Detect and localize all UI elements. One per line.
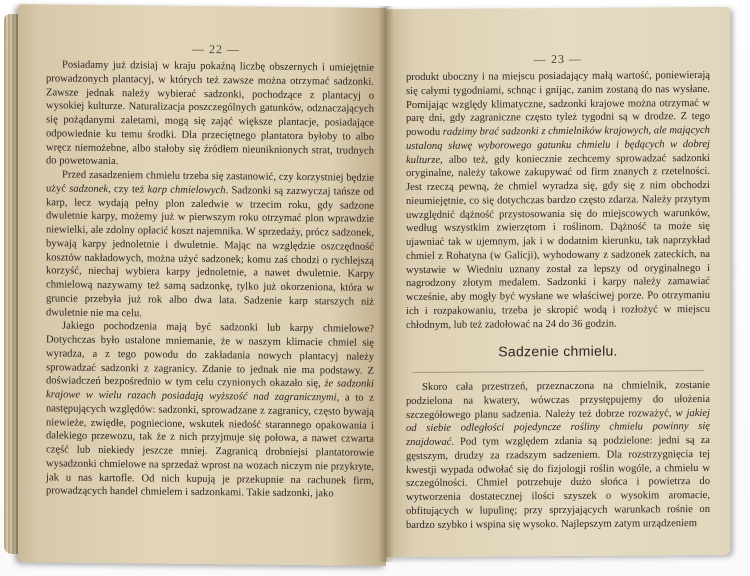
right-page [386, 7, 730, 557]
emphasis: że sadzonki krajowe w wielu razach posiadają wyższość nad zagranicznymi [46, 378, 374, 404]
paragraph: Przed zasadzeniem chmielu trzeba się zastanowić, czy korzystniej będzie użyć sadzonek, czy też karp chmielowych. Sadzonki są zazwyczaj tańsze od karp, lecz wydają pełny plon zaledwie w trzecim roku, gdy sadzone dwuletnie karpy, możemy już w pierwszym roku otrzymać plon wprawdzie niewielki, ale zdolny opłacić koszt najemnika. W sprzedaży, prócz sadzonek, bywają karpy jednoletnie i dwuletnie. Mając na względzie oszczędność kosztów nakładowych, można użyć sadzonek; komu zaś chodzi o rychlejszą korzyść, niechaj wybiera karpy jednoletnie, a nawet dwuletnie. Karpy chmielową nazywamy też samą sadzonkę, tylko już okorzeniona, która w gruncie przebyła już rok albo dwa lata. Sadzenie karp starszych niż dwuletnie nie ma celu. [46, 169, 374, 319]
emphasis: w jakiej od siebie odległości pojedyncze rośliny chmielu powinny się znajdować [406, 407, 710, 449]
paragraph: Skoro cała przestrzeń, przeznaczona na chmielnik, zostanie podzielona na kwatery, wówczas przystępujemy do ułożenia szczegółowego planu sadzenia. Należy też dobrze rozważyć, w jakiej od siebie odległości pojedyncze rośliny chmielu powinny się znajdować. Pod tym względem zdania są podzielone: jedni są za gęstszym, drudzy za rzadszym sadzeniem. Dla rozstrzygnięcia tej kwestji wypada odwołać się do fizjologji roślin wogóle, a chmielu w szczególności. Chmiel potrzebuje dużo słońca i powietrza do wytworzenia dostatecznej ilości szyszek o wysokim aromacie, obfitujących w lupulinę; przy sprzyjających warunkach rośnie on bardzo szybko i wspina się wysoko. Najlepszym zatym urządzeniem [406, 379, 710, 531]
paragraph: Jakiego pochodzenia mają być sadzonki lub karpy chmielowe? Dotychczas było ustalone mniemanie, że w naszym klimacie chmiel się wyradza, a z tego powodu do zakładania nowych plantacyj należy sprowadzać sadzonki z zagranicy. Zdanie to jednak nie ma podstawy. Z doświadczeń bezpośrednio w tym celu czynionych okazało się, że sadzonki krajowe w wielu razach posiadają wyższość nad zagranicznymi, a to z następujących względów: sadzonki, sprowadzane z zagranicy, często bywają niewieże, zwiędłe, pogniecione, wskutek niedość starannego opakowania i dalekiego przewozu, tak że z nich przyjmuje się połowa, a nawet czwarta część lub niekiedy jeszcze mniej. Zagranicą drobniejsi plantatorowie wysadzonki chmielowe na sprzedaż wprost na wozach niczym nie przykryte, jak u nas kartofle. Od nich kupują je przekupnie na rachunek firm, prowadzących handel chmielem i sadzonkami. Takie sadzonki, jako [46, 320, 374, 500]
left-page-text [46, 58, 374, 501]
left-page [18, 4, 386, 566]
book-gutter [378, 6, 394, 562]
emphasis: karp chmielowych [147, 184, 226, 196]
emphasis: radzimy brać sadzonki z chmielników krajowych, ale mających ustaloną sławę wyborowego gatunku chmielu i będących w dobrej kulturze [406, 124, 710, 166]
heading-divider [412, 370, 704, 373]
right-page-text [406, 69, 710, 532]
paragraph: Posiadamy już dzisiaj w kraju pokaźną liczbę obszernych i umiejętnie prowadzonych plantacyj, w których też zawsze można otrzymać sadzonki. Zawsze jednak należy wybierać sadzonki, pochodzące z plantacyj o wysokiej kulturze. Naturalizacja poszczególnych gatunków, odznaczających się pożądanymi zaletami, mogą się zająć większe plantacje, posiadające odpowiednie ku temu środki. Dla przeciętnego plantatora byłoby to albo wręcz niemożebne, albo stałoby się źródłem nieuniknionych strat, trudnych do powetowania. [46, 59, 374, 168]
emphasis: sadzonek [69, 183, 109, 195]
right-page-number: — 23 — [534, 51, 582, 67]
section-heading: Sadzenie chmielu. [498, 342, 618, 360]
paragraph: produkt uboczny i na miejscu posiadający małą wartość, poniewierają się całymi tygodniami, schnąc i gnijąc, zanim zostaną do nas wysłane. Pomijając względy klimatyczne, sadzonki krajowe można otrzymać w parę dni, gdy zagraniczne często tyleż tygodni są w drodze. Z tego powodu radzimy brać sadzonki z chmielników krajowych, ale mających ustaloną sławę wyborowego gatunku chmielu i będących w dobrej kulturze, albo też, gdy koniecznie zechcemy sprowadzać sadzonki oryginalne, należy takowe zakupywać od firm znanych z rzetelności. Jest rzeczą pewną, że chmiel wyradza się, gdy się z nim obchodzi nieumiejętnie, co się dotychczas bardzo często zdarza. Należy przytym uwzględnić dążność przystosowania się do miejscowych warunków, według wszystkim zwierzętom i roślinom. Dążność ta może się ujawniać tak w ujemnym, jak i w dodatnim kierunku, tak naprzykład chmiel z Rohatyna (w Galicji), wyhodowany z sadzonek zateckich, na wystawie w Wiedniu uznany został za lepszy od oryginalnego i nagrodzony złotym medalem. Sadzonki i karpy należy zamawiać wcześnie, aby mogły być wysłane we właściwej porze. Po otrzymaniu ich i rozpakowaniu, trzeba je skropić wodą i rozłożyć w miejscu chłodnym, lub też zadołować na 24 do 36 godzin. [406, 69, 710, 331]
left-page-number: — 22 — [192, 41, 240, 57]
